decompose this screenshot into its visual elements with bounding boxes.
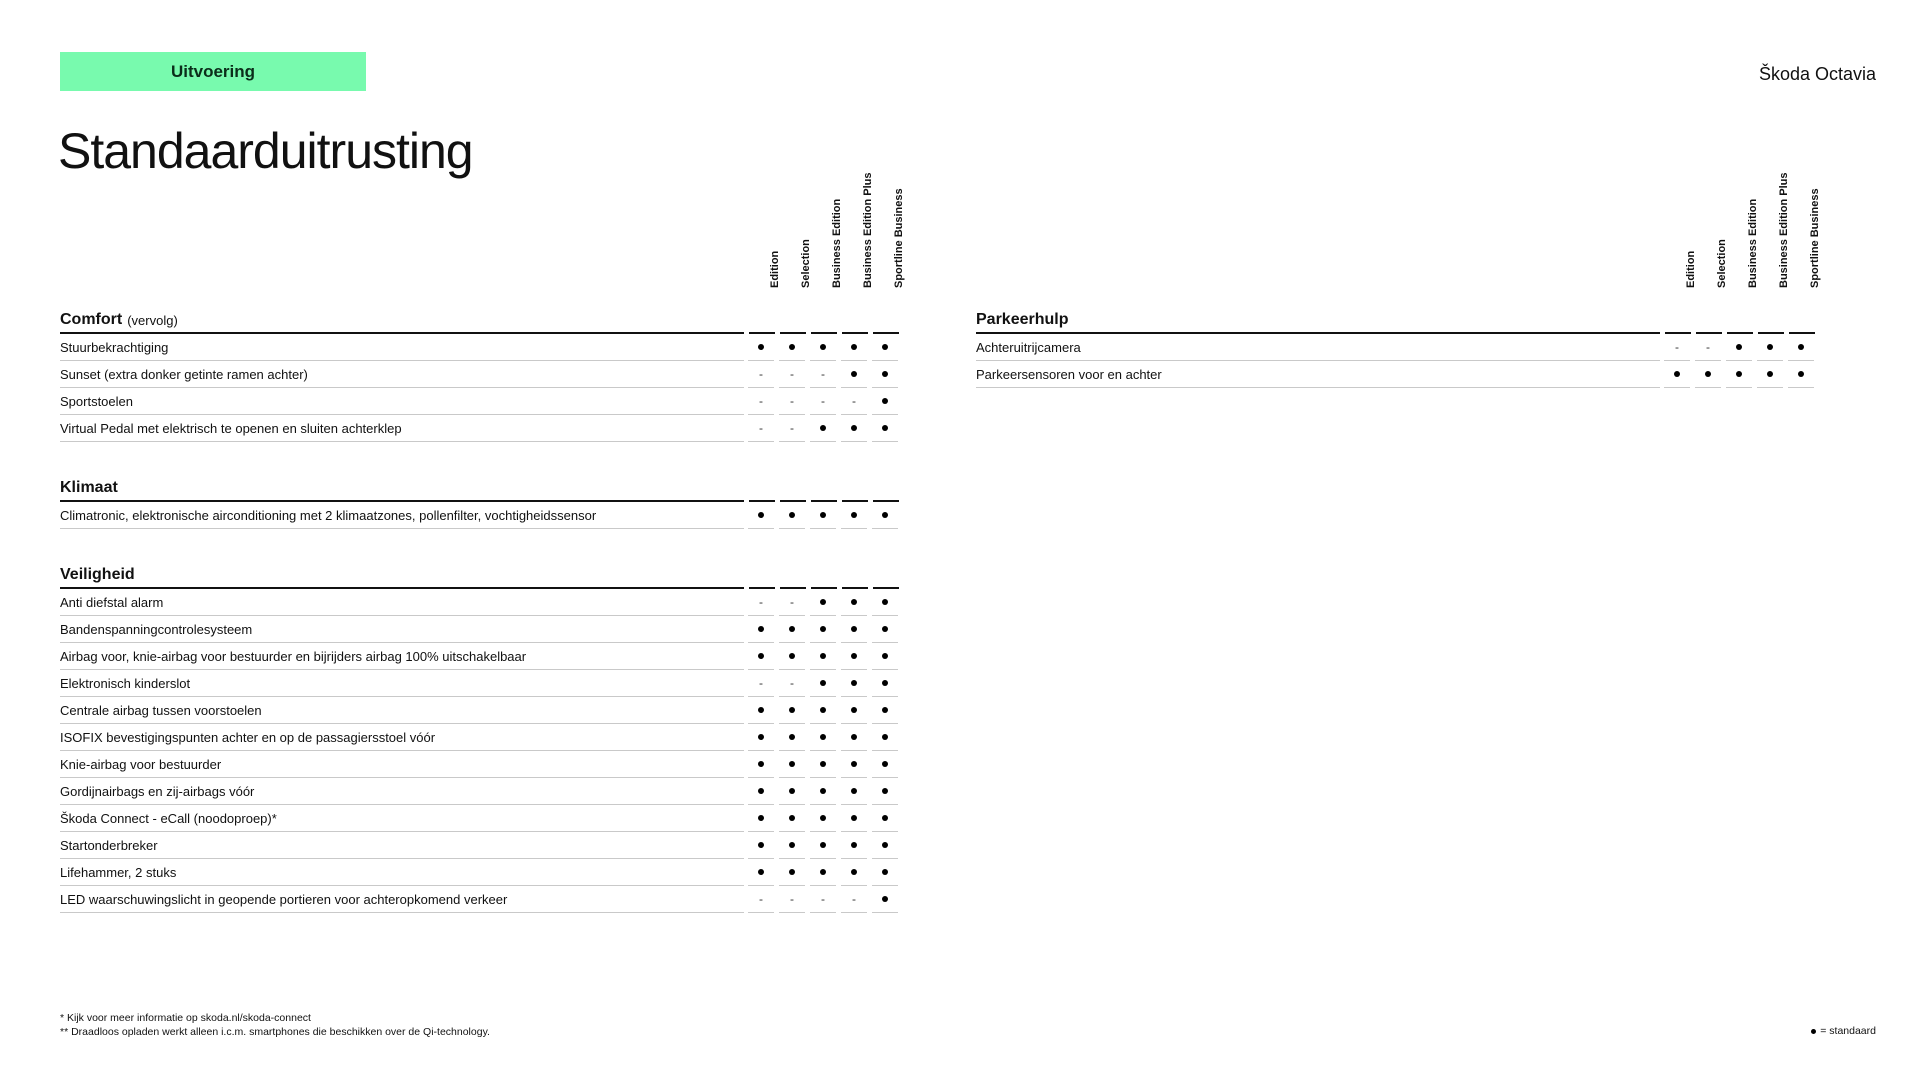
not-available-dash: -: [790, 367, 794, 381]
standard-dot-icon: [789, 653, 795, 659]
column-header-label: Edition: [769, 250, 781, 288]
standard-dot-icon: [882, 842, 888, 848]
section-header: [976, 300, 1816, 334]
table-row: [60, 502, 900, 529]
feature-label: Achteruitrijcamera: [976, 334, 1660, 361]
availability-business-edition: [810, 388, 836, 415]
availability-business-edition-plus: [841, 724, 867, 751]
availability-business-edition-plus: [841, 616, 867, 643]
standard-dot-icon: [851, 680, 857, 686]
standard-dot-icon: [851, 734, 857, 740]
table-row: [60, 334, 900, 361]
table-row: [60, 778, 900, 805]
availability-business-edition-plus: [1757, 334, 1783, 361]
availability-sportline-business: [872, 502, 898, 529]
header-rule: [811, 468, 837, 502]
column-header-sportline-business: [1788, 170, 1821, 300]
availability-selection: [779, 589, 805, 616]
standard-dot-icon: [789, 344, 795, 350]
feature-label: Stuurbekrachtiging: [60, 334, 744, 361]
standard-dot-icon: [789, 734, 795, 740]
standard-dot-icon: [882, 398, 888, 404]
standard-dot-icon: [851, 626, 857, 632]
standard-dot-icon: [1674, 371, 1680, 377]
section-badge-label: Uitvoering: [170, 61, 256, 81]
not-available-dash: -: [852, 892, 856, 906]
availability-edition: [748, 589, 774, 616]
standard-dot-icon: [882, 896, 888, 902]
table-row: [60, 751, 900, 778]
availability-edition: [748, 886, 774, 913]
availability-sportline-business: [872, 643, 898, 670]
feature-label: Škoda Connect - eCall (noodoproep)*: [60, 805, 744, 832]
availability-sportline-business: [872, 616, 898, 643]
availability-business-edition: [810, 886, 836, 913]
availability-selection: [779, 361, 805, 388]
section-header: [60, 300, 900, 334]
standard-dot-icon: [1767, 344, 1773, 350]
standard-dot-icon: [789, 707, 795, 713]
header-rule: [811, 300, 837, 334]
standard-dot-icon: [882, 815, 888, 821]
feature-label: Elektronisch kinderslot: [60, 670, 744, 697]
standard-dot-icon: [820, 815, 826, 821]
availability-business-edition: [1726, 334, 1752, 361]
availability-edition: [748, 361, 774, 388]
column-header-business-edition-plus: [841, 170, 874, 300]
column-header-selection: [779, 170, 812, 300]
standard-dot-icon: [758, 344, 764, 350]
availability-sportline-business: [872, 415, 898, 442]
section-title: [60, 555, 744, 589]
standard-dot-icon: [789, 842, 795, 848]
table-row: [60, 859, 900, 886]
standard-dot-icon: [758, 842, 764, 848]
availability-selection: [779, 778, 805, 805]
availability-business-edition-plus: [841, 589, 867, 616]
header-rule: [873, 300, 899, 334]
availability-selection: [779, 751, 805, 778]
table-row: [60, 616, 900, 643]
availability-business-edition-plus: [841, 751, 867, 778]
standard-dot-icon: [820, 344, 826, 350]
availability-sportline-business: [872, 388, 898, 415]
availability-business-edition: [810, 724, 836, 751]
availability-business-edition: [810, 502, 836, 529]
standard-dot-icon: [851, 599, 857, 605]
availability-selection: [779, 886, 805, 913]
not-available-dash: -: [821, 394, 825, 408]
column-header-sportline-business: [872, 170, 905, 300]
section-veiligheid: [60, 555, 900, 913]
table-row: [60, 643, 900, 670]
section-title-text: Parkeerhulp: [976, 311, 1069, 328]
header-rule: [842, 555, 868, 589]
header-rule: [780, 300, 806, 334]
standard-dot-icon: [758, 761, 764, 767]
availability-sportline-business: [872, 832, 898, 859]
standard-dot-icon: [882, 599, 888, 605]
availability-selection: [779, 616, 805, 643]
availability-business-edition-plus: [841, 502, 867, 529]
availability-sportline-business: [1788, 334, 1814, 361]
availability-edition: [748, 751, 774, 778]
standard-dot-icon: [758, 626, 764, 632]
availability-business-edition-plus: [841, 334, 867, 361]
availability-edition: [748, 388, 774, 415]
standard-dot-icon: [882, 707, 888, 713]
section-badge: [60, 52, 366, 91]
standard-dot-icon: [820, 707, 826, 713]
availability-selection: [779, 502, 805, 529]
availability-sportline-business: [872, 805, 898, 832]
header-rule: [1758, 300, 1784, 334]
standard-dot-icon: [1705, 371, 1711, 377]
standard-dot-icon: [851, 512, 857, 518]
standard-dot-icon: [820, 680, 826, 686]
standard-dot-icon: [882, 371, 888, 377]
availability-selection: [1695, 334, 1721, 361]
standard-dot-icon: [820, 599, 826, 605]
availability-sportline-business: [872, 886, 898, 913]
table-row: [976, 361, 1816, 388]
standard-dot-icon: [758, 512, 764, 518]
standard-dot-icon: [851, 788, 857, 794]
availability-selection: [779, 415, 805, 442]
availability-business-edition-plus: [841, 886, 867, 913]
header-rule: [1696, 300, 1722, 334]
not-available-dash: -: [821, 367, 825, 381]
availability-business-edition: [810, 832, 836, 859]
availability-selection: [779, 859, 805, 886]
not-available-dash: -: [821, 892, 825, 906]
standard-dot-icon: [820, 869, 826, 875]
column-header-label: Sportline Business: [1809, 188, 1821, 288]
feature-label: Sunset (extra donker getinte ramen achter): [60, 361, 744, 388]
standard-dot-icon: [882, 761, 888, 767]
not-available-dash: -: [759, 892, 763, 906]
column-header-business-edition: [1726, 170, 1759, 300]
availability-business-edition-plus: [841, 778, 867, 805]
column-header-label: Business Edition: [1747, 198, 1759, 288]
availability-business-edition: [1726, 361, 1752, 388]
section-subtitle: (vervolg): [127, 313, 178, 328]
availability-edition: [748, 805, 774, 832]
column-header-business-edition-plus: [1757, 170, 1790, 300]
header-rule: [780, 555, 806, 589]
not-available-dash: -: [759, 421, 763, 435]
standard-dot-icon: [851, 425, 857, 431]
standard-dot-icon: [851, 842, 857, 848]
column-header-business-edition: [810, 170, 843, 300]
section-title: [60, 468, 744, 502]
column-header-edition: [748, 170, 781, 300]
standard-dot-icon: [851, 869, 857, 875]
availability-edition: [1664, 361, 1690, 388]
table-row: [60, 670, 900, 697]
availability-business-edition: [810, 697, 836, 724]
feature-label: Airbag voor, knie-airbag voor bestuurder en bijrijders airbag 100% uitschakelbaar: [60, 643, 744, 670]
section-title: [976, 300, 1660, 334]
availability-edition: [748, 697, 774, 724]
availability-sportline-business: [872, 778, 898, 805]
availability-edition: [748, 616, 774, 643]
equipment-table-left: [60, 170, 905, 913]
header-rule: [1665, 300, 1691, 334]
availability-business-edition: [810, 778, 836, 805]
availability-business-edition: [810, 415, 836, 442]
standard-dot-icon: [789, 869, 795, 875]
header-rule: [749, 555, 775, 589]
standard-dot-icon: [820, 653, 826, 659]
standard-dot-icon: [789, 761, 795, 767]
not-available-dash: -: [1675, 340, 1679, 354]
standard-dot-icon: [882, 680, 888, 686]
standard-dot-icon: [789, 788, 795, 794]
availability-edition: [748, 643, 774, 670]
not-available-dash: -: [759, 367, 763, 381]
standard-dot-icon: [851, 371, 857, 377]
footnotes: [60, 1011, 490, 1039]
standard-dot-icon: [789, 815, 795, 821]
standard-dot-icon: [758, 815, 764, 821]
standard-dot-icon: [1767, 371, 1773, 377]
standard-dot-icon: [1798, 344, 1804, 350]
availability-business-edition: [810, 589, 836, 616]
availability-business-edition-plus: [841, 832, 867, 859]
availability-business-edition-plus: [841, 388, 867, 415]
standard-dot-icon: [851, 761, 857, 767]
feature-label: Virtual Pedal met elektrisch te openen en sluiten achterklep: [60, 415, 744, 442]
section-parkeerhulp: [976, 300, 1816, 388]
section-klimaat: [60, 468, 900, 529]
header-rule: [873, 468, 899, 502]
standard-dot-icon: [882, 626, 888, 632]
availability-business-edition: [810, 805, 836, 832]
equipment-table-right: [976, 170, 1821, 388]
legend-label: = standaard: [1820, 1025, 1876, 1037]
availability-sportline-business: [1788, 361, 1814, 388]
availability-business-edition-plus: [841, 361, 867, 388]
availability-business-edition-plus: [841, 415, 867, 442]
not-available-dash: -: [790, 595, 794, 609]
standard-dot-icon: [882, 425, 888, 431]
feature-label: ISOFIX bevestigingspunten achter en op de passagiersstoel vóór: [60, 724, 744, 751]
standard-dot-icon: [882, 512, 888, 518]
availability-business-edition-plus: [841, 670, 867, 697]
availability-edition: [748, 670, 774, 697]
section-title-text: Comfort: [60, 311, 123, 328]
standard-dot-icon: [820, 842, 826, 848]
section-title-text: Klimaat: [60, 479, 118, 496]
availability-edition: [1664, 334, 1690, 361]
header-rule: [873, 555, 899, 589]
table-row: [60, 589, 900, 616]
availability-selection: [779, 697, 805, 724]
column-header-label: Sportline Business: [893, 188, 905, 288]
header-rule: [780, 468, 806, 502]
standard-dot-icon: [1736, 344, 1742, 350]
standard-dot-icon: [820, 512, 826, 518]
column-header-selection: [1695, 170, 1728, 300]
header-rule: [1727, 300, 1753, 334]
header-rule: [749, 300, 775, 334]
standard-dot-icon: [758, 653, 764, 659]
standard-dot-icon: [851, 707, 857, 713]
availability-sportline-business: [872, 670, 898, 697]
availability-business-edition: [810, 616, 836, 643]
not-available-dash: -: [759, 595, 763, 609]
section-title-text: Veiligheid: [60, 566, 135, 583]
standard-dot-icon: [851, 653, 857, 659]
availability-business-edition: [810, 859, 836, 886]
standard-dot-icon: [758, 869, 764, 875]
table-row: [976, 334, 1816, 361]
column-header-label: Business Edition: [831, 198, 843, 288]
feature-label: Lifehammer, 2 stuks: [60, 859, 744, 886]
footnote-connect: * Kijk voor meer informatie op skoda.nl/skoda-connect: [60, 1012, 311, 1024]
availability-sportline-business: [872, 589, 898, 616]
table-row: [60, 388, 900, 415]
standard-dot-icon: [820, 425, 826, 431]
standard-dot-icon: [820, 626, 826, 632]
standard-dot-icon: [851, 344, 857, 350]
availability-business-edition: [810, 670, 836, 697]
availability-business-edition-plus: [1757, 361, 1783, 388]
standard-dot-icon: [758, 788, 764, 794]
not-available-dash: -: [852, 394, 856, 408]
brand-name: Škoda Octavia: [1758, 64, 1876, 84]
feature-label: Parkeersensoren voor en achter: [976, 361, 1660, 388]
standard-dot-icon: [851, 815, 857, 821]
header-rule: [749, 468, 775, 502]
table-row: [60, 697, 900, 724]
column-header-label: Business Edition Plus: [1778, 172, 1790, 288]
availability-edition: [748, 778, 774, 805]
column-header-edition: [1664, 170, 1697, 300]
availability-business-edition: [810, 361, 836, 388]
availability-sportline-business: [872, 697, 898, 724]
feature-label: Sportstoelen: [60, 388, 744, 415]
page-title: Standaarduitrusting: [58, 123, 473, 179]
header-rule: [842, 468, 868, 502]
standard-dot-icon: [820, 788, 826, 794]
feature-label: Climatronic, elektronische airconditioning met 2 klimaatzones, pollenfilter, vochtigheidssensor: [60, 502, 744, 529]
availability-business-edition: [810, 334, 836, 361]
availability-edition: [748, 415, 774, 442]
availability-edition: [748, 334, 774, 361]
not-available-dash: -: [790, 394, 794, 408]
availability-edition: [748, 859, 774, 886]
header-rule: [811, 555, 837, 589]
column-header-label: Edition: [1685, 250, 1697, 288]
availability-business-edition-plus: [841, 643, 867, 670]
standard-dot-icon: [789, 626, 795, 632]
table-row: [60, 832, 900, 859]
availability-edition: [748, 502, 774, 529]
section-title: [60, 300, 744, 334]
standard-dot-icon: [789, 512, 795, 518]
availability-edition: [748, 832, 774, 859]
header-rule: [1789, 300, 1815, 334]
standard-dot-icon: [820, 761, 826, 767]
standard-dot-icon: [758, 707, 764, 713]
table-row: [60, 361, 900, 388]
table-row: [60, 805, 900, 832]
column-headers: [976, 170, 1821, 300]
standard-dot-icon: [882, 344, 888, 350]
availability-sportline-business: [872, 724, 898, 751]
feature-label: Centrale airbag tussen voorstoelen: [60, 697, 744, 724]
feature-label: Knie-airbag voor bestuurder: [60, 751, 744, 778]
standard-dot-icon: [1736, 371, 1742, 377]
column-header-label: Selection: [800, 239, 812, 288]
standard-dot-icon: [1811, 1029, 1816, 1034]
header-rule: [842, 300, 868, 334]
availability-business-edition: [810, 643, 836, 670]
availability-sportline-business: [872, 334, 898, 361]
availability-selection: [779, 388, 805, 415]
standard-dot-icon: [882, 653, 888, 659]
standard-dot-icon: [820, 734, 826, 740]
standard-dot-icon: [882, 734, 888, 740]
footnote-wireless-charging: ** Draadloos opladen werkt alleen i.c.m. smartphones die beschikken over de Qi-technology.: [60, 1026, 490, 1038]
column-headers: [60, 170, 905, 300]
not-available-dash: -: [790, 676, 794, 690]
section-comfort: [60, 300, 900, 442]
feature-label: Anti diefstal alarm: [60, 589, 744, 616]
section-header: [60, 555, 900, 589]
availability-business-edition-plus: [841, 805, 867, 832]
availability-edition: [748, 724, 774, 751]
not-available-dash: -: [790, 892, 794, 906]
legend: [1811, 1025, 1876, 1037]
feature-label: Bandenspanningcontrolesysteem: [60, 616, 744, 643]
availability-selection: [1695, 361, 1721, 388]
availability-selection: [779, 724, 805, 751]
standard-dot-icon: [882, 869, 888, 875]
availability-business-edition: [810, 751, 836, 778]
standard-dot-icon: [758, 734, 764, 740]
availability-sportline-business: [872, 859, 898, 886]
column-header-label: Business Edition Plus: [862, 172, 874, 288]
standard-dot-icon: [882, 788, 888, 794]
availability-selection: [779, 643, 805, 670]
availability-selection: [779, 832, 805, 859]
not-available-dash: -: [759, 676, 763, 690]
availability-business-edition-plus: [841, 697, 867, 724]
availability-selection: [779, 805, 805, 832]
availability-selection: [779, 334, 805, 361]
availability-sportline-business: [872, 751, 898, 778]
not-available-dash: -: [790, 421, 794, 435]
availability-business-edition-plus: [841, 859, 867, 886]
feature-label: Gordijnairbags en zij-airbags vóór: [60, 778, 744, 805]
not-available-dash: -: [1706, 340, 1710, 354]
table-row: [60, 886, 900, 913]
table-row: [60, 724, 900, 751]
column-header-label: Selection: [1716, 239, 1728, 288]
section-header: [60, 468, 900, 502]
feature-label: LED waarschuwingslicht in geopende portieren voor achteropkomend verkeer: [60, 886, 744, 913]
feature-label: Startonderbreker: [60, 832, 744, 859]
availability-selection: [779, 670, 805, 697]
availability-sportline-business: [872, 361, 898, 388]
table-row: [60, 415, 900, 442]
standard-dot-icon: [1798, 371, 1804, 377]
not-available-dash: -: [759, 394, 763, 408]
